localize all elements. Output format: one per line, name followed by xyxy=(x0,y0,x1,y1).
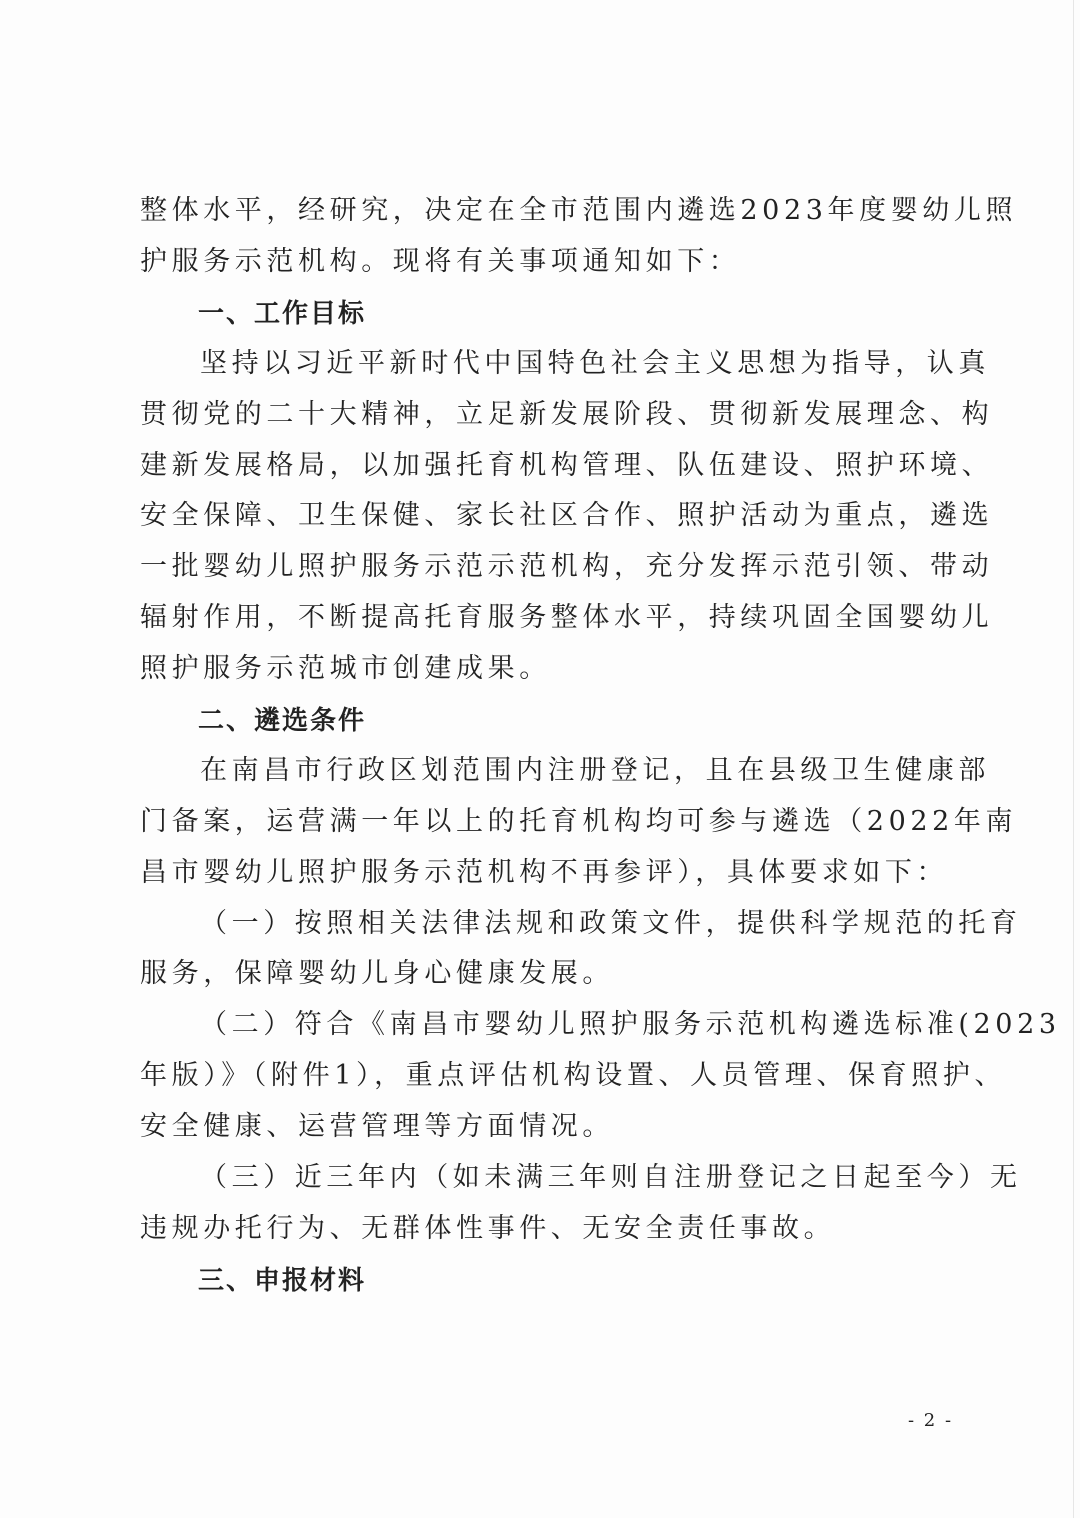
text-line-4: 坚持以习近平新时代中国特色社会主义思想为指导，认真 xyxy=(200,348,990,379)
text-line-6: 建新发展格局，以加强托育机构管理、队伍建设、照护环境、 xyxy=(140,450,994,481)
text-line-20: （三）近三年内（如未满三年则自注册登记之日起至今）无 xyxy=(200,1162,1022,1193)
text-line-18: 年版）》（附件1），重点评估机构设置、人员管理、保育照护、 xyxy=(140,1060,1007,1091)
section-heading-selection-conditions: 二、遴选条件 xyxy=(198,706,367,736)
text-line-17: （二）符合《南昌市婴幼儿照护服务示范机构遴选标准(2023 xyxy=(200,1009,1061,1040)
text-line-16: 服务，保障婴幼儿身心健康发展。 xyxy=(140,958,614,989)
page-number: - 2 - xyxy=(908,1410,954,1431)
text-line-21: 违规办托行为、无群体性事件、无安全责任事故。 xyxy=(140,1213,836,1244)
text-line-7: 安全保障、卫生保健、家长社区合作、照护活动为重点，遴选 xyxy=(140,500,994,531)
text-line-1: 整体水平，经研究，决定在全市范围内遴选2023年度婴幼儿照 xyxy=(140,195,1018,226)
text-line-19: 安全健康、运营管理等方面情况。 xyxy=(140,1111,614,1142)
text-line-8: 一批婴幼儿照护服务示范示范机构，充分发挥示范引领、带动 xyxy=(140,551,994,582)
text-line-2: 护服务示范机构。现将有关事项通知如下： xyxy=(140,246,741,277)
text-line-5: 贯彻党的二十大精神，立足新发展阶段、贯彻新发展理念、构 xyxy=(140,399,994,430)
text-line-12: 在南昌市行政区划范围内注册登记，且在县级卫生健康部 xyxy=(200,755,990,786)
section-heading-work-goals: 一、工作目标 xyxy=(198,299,367,329)
text-line-10: 照护服务示范城市创建成果。 xyxy=(140,653,551,684)
text-line-15: （一）按照相关法律法规和政策文件，提供科学规范的托育 xyxy=(200,908,1022,939)
text-line-9: 辐射作用，不断提高托育服务整体水平，持续巩固全国婴幼儿 xyxy=(140,602,994,633)
text-line-13: 门备案，运营满一年以上的托育机构均可参与遴选（2022年南 xyxy=(140,806,1018,837)
section-heading-application-materials: 三、申报材料 xyxy=(198,1266,367,1296)
text-line-14: 昌市婴幼儿照护服务示范机构不再参评），具体要求如下： xyxy=(140,857,949,888)
page-edge-line xyxy=(1073,0,1074,1518)
